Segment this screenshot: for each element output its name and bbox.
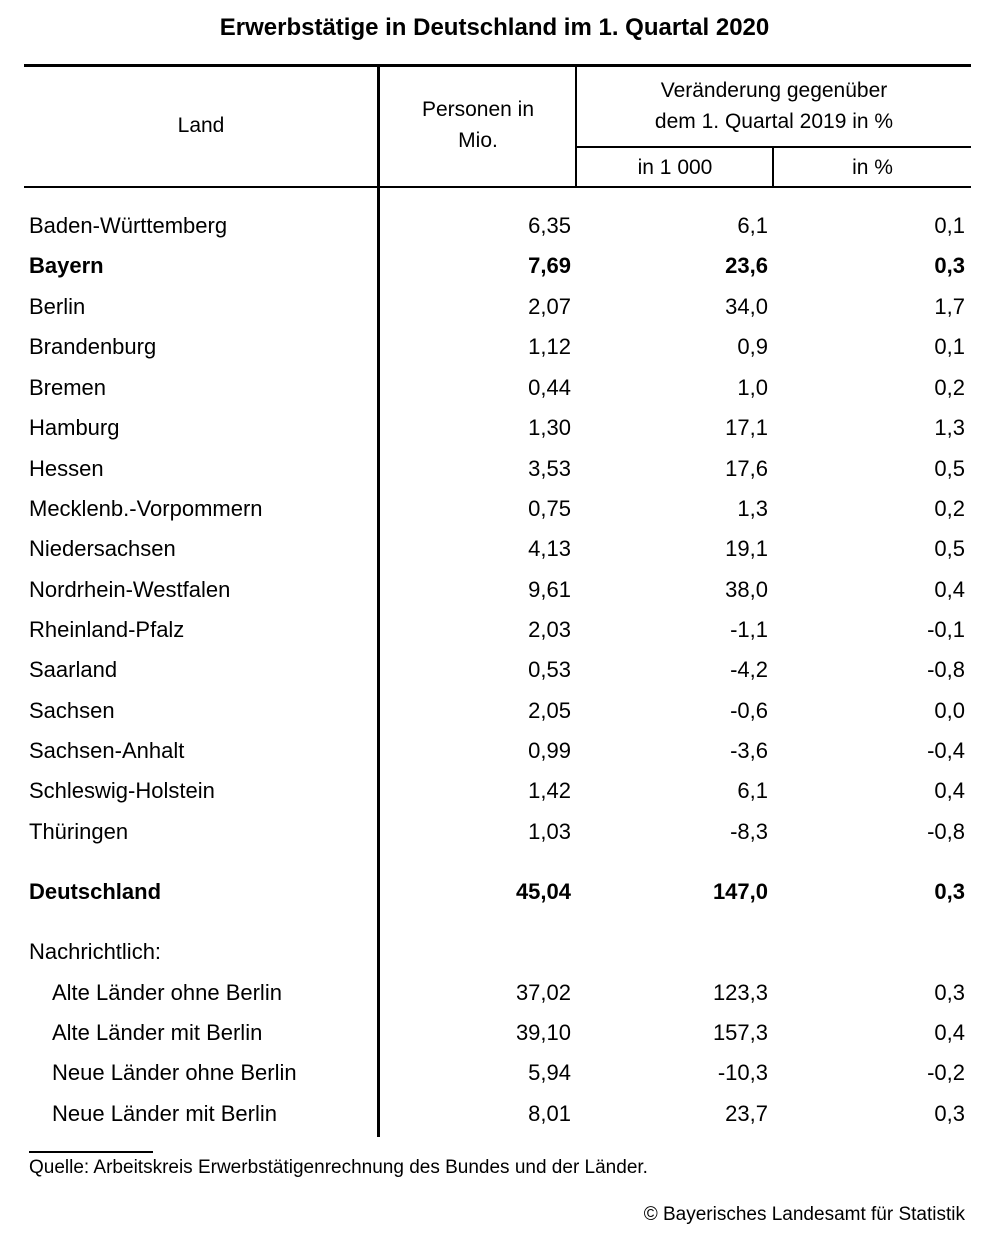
cell-change-pct: -0,1	[927, 617, 965, 642]
table-row	[0, 617, 989, 647]
header-top-rule	[24, 64, 971, 67]
cell-change-1000: 1,0	[737, 375, 768, 400]
header-bottom-rule	[24, 186, 971, 188]
cell-personen: 2,03	[528, 617, 571, 642]
cell-personen: 4,13	[528, 536, 571, 561]
cell-land: Niedersachsen	[29, 536, 176, 561]
cell-land: Schleswig-Holstein	[29, 778, 215, 803]
header-land: Land	[177, 114, 225, 137]
cell-change-1000: 34,0	[725, 294, 768, 319]
cell-personen: 39,10	[515, 1020, 571, 1045]
cell-personen: 1,42	[528, 778, 571, 803]
table-row	[0, 213, 989, 243]
cell-land: Berlin	[29, 294, 86, 319]
cell-personen: 0,75	[528, 496, 571, 521]
cell-change-pct: 0,4	[934, 778, 965, 803]
table-row	[0, 657, 989, 687]
table-row	[0, 738, 989, 768]
cell-change-1000: -8,3	[730, 819, 768, 844]
table-row	[0, 1101, 989, 1131]
cell-change-pct: 0,0	[934, 698, 965, 723]
cell-personen: 0,53	[528, 657, 571, 682]
header-in-pct: in %	[852, 156, 893, 179]
cell-change-pct: -0,4	[927, 738, 965, 763]
cell-land: Sachsen-Anhalt	[29, 738, 185, 763]
cell-change-pct: 0,3	[934, 1101, 965, 1126]
table-row	[0, 294, 989, 324]
cell-personen: 1,03	[528, 819, 571, 844]
table-title: Erwerbstätige in Deutschland im 1. Quartal 2020	[219, 14, 770, 41]
cell-land: Bayern	[29, 253, 104, 278]
cell-land: Neue Länder ohne Berlin	[52, 1060, 297, 1085]
cell-change-1000: 147,0	[712, 879, 768, 904]
cell-land: Hamburg	[29, 415, 120, 440]
table-row	[0, 1060, 989, 1090]
nachrichtlich-label: Nachrichtlich:	[29, 939, 162, 964]
cell-change-1000: 6,1	[737, 213, 768, 238]
cell-change-pct: 0,4	[934, 1020, 965, 1045]
header-personen-line2: Mio.	[458, 129, 498, 152]
cell-change-pct: 0,2	[934, 496, 965, 521]
cell-change-pct: 0,5	[934, 536, 965, 561]
cell-change-1000: -0,6	[730, 698, 768, 723]
cell-change-pct: 0,1	[934, 213, 965, 238]
cell-change-pct: 1,3	[934, 415, 965, 440]
copyright-note: © Bayerisches Landesamt für Statistik	[643, 1204, 965, 1225]
cell-change-1000: 17,6	[725, 456, 768, 481]
footnote-rule	[29, 1151, 153, 1153]
cell-change-pct: 0,5	[934, 456, 965, 481]
cell-change-1000: 17,1	[725, 415, 768, 440]
source-note: Quelle: Arbeitskreis Erwerbstätigenrechnung des Bundes und der Länder.	[29, 1157, 648, 1178]
table-row	[0, 980, 989, 1010]
header-veraenderung	[577, 75, 971, 137]
cell-personen: 8,01	[528, 1101, 571, 1126]
cell-personen: 37,02	[515, 980, 571, 1005]
table-row	[0, 415, 989, 445]
cell-personen: 0,99	[528, 738, 571, 763]
cell-personen: 1,30	[528, 415, 571, 440]
nachrichtlich-label-row	[0, 939, 989, 969]
cell-land: Neue Länder mit Berlin	[52, 1101, 278, 1126]
cell-personen: 9,61	[528, 577, 571, 602]
table-row	[0, 698, 989, 728]
cell-change-pct: -0,8	[927, 657, 965, 682]
cell-personen: 45,04	[515, 879, 571, 904]
cell-land: Baden-Württemberg	[29, 213, 228, 238]
cell-change-1000: 19,1	[725, 536, 768, 561]
header-veraenderung-line2: dem 1. Quartal 2019 in %	[654, 110, 894, 133]
cell-change-1000: 38,0	[725, 577, 768, 602]
cell-land: Sachsen	[29, 698, 115, 723]
header-personen	[380, 94, 576, 156]
cell-land: Mecklenb.-Vorpommern	[29, 496, 263, 521]
cell-land: Rheinland-Pfalz	[29, 617, 185, 642]
cell-change-pct: 0,3	[934, 980, 965, 1005]
cell-change-1000: 1,3	[737, 496, 768, 521]
table-row	[0, 577, 989, 607]
cell-change-1000: 157,3	[712, 1020, 768, 1045]
cell-land: Deutschland	[29, 879, 162, 904]
cell-personen: 1,12	[528, 334, 571, 359]
cell-change-pct: 0,3	[934, 879, 965, 904]
cell-change-pct: 0,4	[934, 577, 965, 602]
table-row	[0, 456, 989, 486]
cell-change-1000: -10,3	[717, 1060, 768, 1085]
cell-personen: 7,69	[528, 253, 571, 278]
cell-change-pct: 1,7	[934, 294, 965, 319]
cell-land: Bremen	[29, 375, 107, 400]
cell-change-pct: 0,2	[934, 375, 965, 400]
cell-personen: 2,05	[528, 698, 571, 723]
cell-change-1000: 23,7	[725, 1101, 768, 1126]
header-in-1000: in 1 000	[637, 156, 713, 179]
cell-change-1000: 6,1	[737, 778, 768, 803]
cell-change-1000: -4,2	[730, 657, 768, 682]
cell-change-pct: 0,3	[934, 253, 965, 278]
cell-personen: 0,44	[528, 375, 571, 400]
cell-change-1000: -1,1	[730, 617, 768, 642]
table-row	[0, 375, 989, 405]
cell-land: Alte Länder mit Berlin	[52, 1020, 263, 1045]
cell-change-pct: -0,2	[927, 1060, 965, 1085]
cell-land: Saarland	[29, 657, 118, 682]
cell-land: Thüringen	[29, 819, 129, 844]
cell-change-1000: -3,6	[730, 738, 768, 763]
header-veraenderung-line1: Veränderung gegenüber	[660, 79, 888, 102]
cell-change-1000: 0,9	[737, 334, 768, 359]
cell-change-1000: 123,3	[712, 980, 768, 1005]
cell-personen: 6,35	[528, 213, 571, 238]
table-row	[0, 778, 989, 808]
cell-land: Alte Länder ohne Berlin	[52, 980, 282, 1005]
cell-land: Nordrhein-Westfalen	[29, 577, 231, 602]
cell-personen: 5,94	[528, 1060, 571, 1085]
table-row	[0, 819, 989, 849]
cell-land: Brandenburg	[29, 334, 157, 359]
table-row	[0, 334, 989, 364]
table-row	[0, 496, 989, 526]
table-row	[0, 536, 989, 566]
header-personen-line1: Personen in	[421, 98, 535, 121]
cell-change-pct: 0,1	[934, 334, 965, 359]
total-row	[0, 879, 989, 909]
cell-change-1000: 23,6	[725, 253, 768, 278]
table-row	[0, 253, 989, 283]
table-row	[0, 1020, 989, 1050]
cell-personen: 2,07	[528, 294, 571, 319]
cell-land: Hessen	[29, 456, 104, 481]
cell-personen: 3,53	[528, 456, 571, 481]
cell-change-pct: -0,8	[927, 819, 965, 844]
